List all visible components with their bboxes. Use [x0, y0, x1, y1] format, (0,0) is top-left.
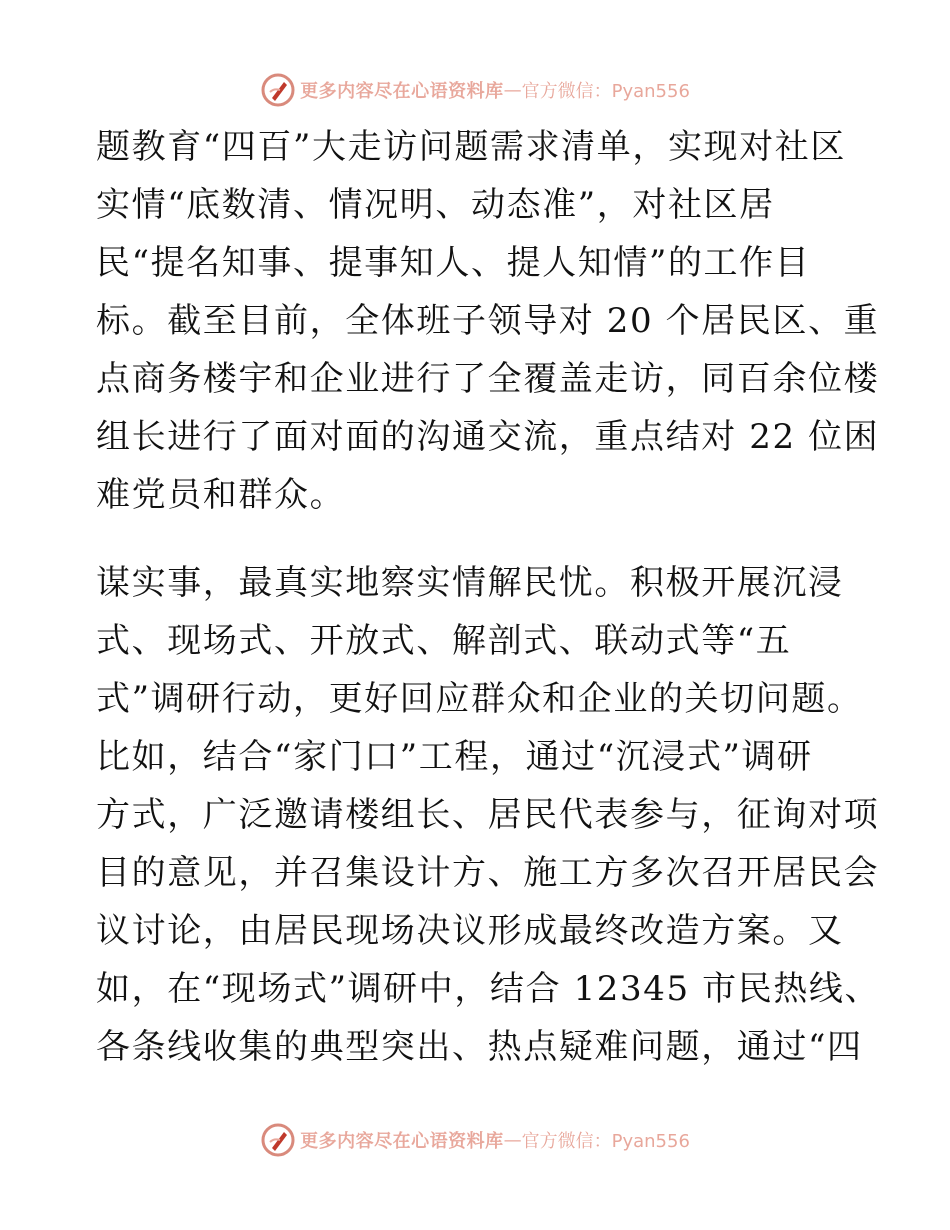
text-line: 目的意见，并召集设计方、施工方多次召开居民会: [96, 853, 880, 893]
watermark-wechat: 官方微信：Pyan556: [521, 1131, 690, 1152]
watermark-title: 更多内容尽在心语资料库: [300, 81, 504, 102]
header-watermark: [0, 68, 950, 112]
footer-watermark: [0, 1118, 950, 1162]
text-line: 谋实事，最真实地察实情解民忧。积极开展沉浸: [96, 563, 844, 603]
text-line: 各条线收集的典型突出、热点疑难问题，通过“四: [96, 1027, 863, 1067]
text-line: 题教育“四百”大走访问题需求清单，实现对社区: [96, 127, 846, 167]
text-line: 组长进行了面对面的沟通交流，重点结对 22 位困: [96, 417, 880, 457]
text-line: 比如，结合“家门口”工程，通过“沉浸式”调研: [96, 737, 813, 777]
text-line: 标。截至目前，全体班子领导对 20 个居民区、重: [96, 301, 880, 341]
text-line: 方式，广泛邀请楼组长、居民代表参与，征询对项: [96, 795, 880, 835]
text-line: 实情“底数清、情况明、动态准”，对社区居: [96, 185, 775, 225]
watermark-separator: —: [503, 79, 522, 101]
text-line: 式、现场式、开放式、解剖式、联动式等“五: [96, 621, 792, 661]
text-line: 议讨论，由居民现场决议形成最终改造方案。又: [96, 911, 844, 951]
pen-nib-circle-logo-icon: [260, 72, 296, 108]
pen-nib-circle-logo-icon: [260, 1122, 296, 1158]
text-line: 民“提名知事、提事知人、提人知情”的工作目: [96, 243, 811, 283]
document-body: [96, 118, 881, 1076]
watermark-wechat: 官方微信：Pyan556: [521, 81, 690, 102]
text-line: 如，在“现场式”调研中，结合 12345 市民热线、: [96, 969, 881, 1009]
text-line: 难党员和群众。: [96, 475, 346, 515]
paragraph-1: [96, 118, 880, 524]
text-line: 点商务楼宇和企业进行了全覆盖走访，同百余位楼: [96, 359, 880, 399]
text-line: 式”调研行动，更好回应群众和企业的关切问题。: [96, 679, 863, 719]
watermark-title: 更多内容尽在心语资料库: [300, 1131, 504, 1152]
paragraph-2: [96, 554, 881, 1076]
watermark-separator: —: [503, 1129, 522, 1151]
